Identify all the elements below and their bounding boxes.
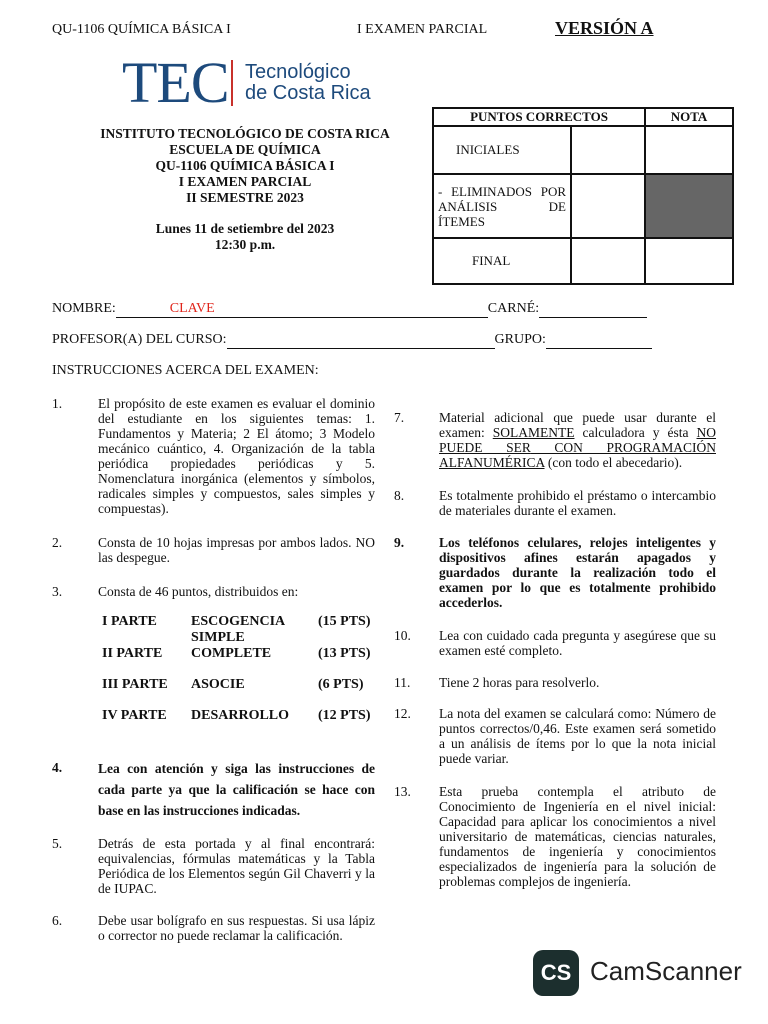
- item-7-text: Material adicional que puede usar durante el examen:: [439, 410, 716, 440]
- exam-name: I EXAMEN PARCIAL: [357, 22, 488, 37]
- score-table: [432, 107, 734, 285]
- part-name: COMPLETE: [191, 646, 272, 661]
- instruction-item-8: Es totalmente prohibido el préstamo o intercambio de materiales durante el examen.: [439, 488, 716, 518]
- item-7-text: calculadora y ésta: [574, 425, 697, 440]
- part-name: DESARROLLO: [191, 708, 290, 723]
- grade-cell[interactable]: [645, 126, 733, 174]
- item-number: 1.: [52, 396, 63, 411]
- instruction-item-6: Debe usar bolígrafo en sus respuestas. Si usa lápiz o corrector no puede reclamar la calificación.: [98, 913, 375, 943]
- item-number: 4.: [52, 760, 63, 775]
- item-number: 10.: [394, 628, 411, 643]
- part-number: I PARTE: [102, 614, 157, 629]
- instruction-item-3: Consta de 46 puntos, distribuidos en:: [98, 584, 299, 599]
- instruction-item-12: La nota del examen se calculará como: Número de puntos correctos/0,46. Este examen será sometido a un análisis de ítems por lo que la nota inicial puede variar.: [439, 706, 716, 766]
- grupo-label: GRUPO:: [494, 332, 546, 347]
- institution-block: [60, 126, 430, 206]
- instruction-item-5: Detrás de esta portada y al final encontrará: equivalencias, fórmulas matemáticas y la Tabla Periódica de los Elementos según Gil Chaverri y la de IUPAC.: [98, 836, 375, 896]
- name-field[interactable]: [116, 301, 488, 318]
- part-points: (13 PTS): [318, 646, 371, 661]
- instruction-item-11: Tiene 2 horas para resolverlo.: [439, 675, 600, 690]
- part-number: IV PARTE: [102, 708, 167, 723]
- exam-time: 12:30 p.m.: [214, 237, 276, 252]
- instruction-item-4: Lea con atención y siga las instrucciones de cada parte ya que la calificación se hace con base en las instrucciones indicadas.: [98, 761, 375, 818]
- grade-cell[interactable]: [645, 238, 733, 284]
- profesor-label: PROFESOR(A) DEL CURSO:: [52, 332, 227, 347]
- name-label: NOMBRE:: [52, 301, 116, 316]
- camscanner-icon: CS: [533, 950, 579, 996]
- item-number: 8.: [394, 488, 405, 503]
- score-row-final: FINAL: [433, 238, 571, 284]
- score-row-initial: INICIALES: [433, 126, 571, 174]
- tec-logo-text: [245, 62, 371, 104]
- institution-line: ESCUELA DE QUÍMICA: [169, 142, 321, 157]
- logo-line-1: Tecnológico: [245, 61, 351, 83]
- part-name: ASOCIE: [191, 677, 245, 692]
- instruction-item-7: [439, 410, 716, 470]
- instruction-item-10: Lea con cuidado cada pregunta y asegúrese que su examen esté completo.: [439, 628, 716, 658]
- name-value: CLAVE: [169, 301, 215, 316]
- profesor-field[interactable]: [227, 332, 495, 349]
- score-header-grade: NOTA: [645, 108, 733, 126]
- part-name: ESCOGENCIA SIMPLE: [191, 614, 285, 645]
- item-7-cannot: NO PUEDE SER: [439, 425, 716, 455]
- instruction-item-2: Consta de 10 hojas impresas por ambos lados. NO las despegue.: [98, 535, 375, 565]
- instructions-left-column: [52, 396, 375, 956]
- camscanner-label: CamScanner: [590, 956, 742, 986]
- part-number: II PARTE: [102, 646, 163, 661]
- institution-line: I EXAMEN PARCIAL: [178, 174, 312, 189]
- part-number: III PARTE: [102, 677, 168, 692]
- course-code: QU-1106 QUÍMICA BÁSICA I: [52, 22, 231, 37]
- item-number: 13.: [394, 784, 411, 799]
- score-row-eliminated: - ELIMINADOS POR ANÁLISIS DE ÍTEMES: [433, 174, 571, 238]
- logo-divider: [231, 60, 233, 106]
- part-points: (6 PTS): [318, 677, 364, 692]
- name-row: [52, 301, 647, 318]
- item-number: 7.: [394, 410, 405, 425]
- institution-line: II SEMESTRE 2023: [186, 190, 304, 205]
- score-cell[interactable]: [571, 174, 645, 238]
- instruction-item-9: Los teléfonos celulares, relojes inteligentes y dispositivos afines estarán apagados y guardados durante la realización todo el examen por lo que es totalmente prohibido accederlos.: [439, 535, 716, 610]
- item-number: 5.: [52, 836, 63, 851]
- score-cell[interactable]: [571, 238, 645, 284]
- exam-date-block: [60, 221, 430, 253]
- instructions-title: INSTRUCCIONES ACERCA DEL EXAMEN:: [52, 363, 319, 378]
- carne-label: CARNÉ:: [487, 301, 540, 316]
- item-number: 9.: [394, 535, 405, 550]
- exam-version: VERSIÓN A: [555, 18, 654, 38]
- instruction-item-1: El propósito de este examen es evaluar el dominio del estudiante en los siguientes temas: 1. Fundamentos y Materia; 2 El átomo; 3 Modelo mecánico cuántico, 4. Organización de la tabla periódica propiedades periódicas y 5. Nomenclatura inorgánica (elementos y símbolos, radicales simples y compuestos, sales simples y compuestas).: [98, 396, 375, 516]
- item-number: 12.: [394, 706, 411, 721]
- grade-cell-shaded: [645, 174, 733, 238]
- instructions-right-column: [394, 410, 716, 910]
- institution-line: INSTITUTO TECNOLÓGICO DE COSTA RICA: [100, 126, 390, 141]
- part-points: (15 PTS): [318, 614, 371, 629]
- grupo-field[interactable]: [546, 332, 652, 349]
- item-number: 2.: [52, 535, 63, 550]
- institution-line: QU-1106 QUÍMICA BÁSICA I: [155, 158, 335, 173]
- exam-date: Lunes 11 de setiembre del 2023: [155, 221, 335, 236]
- item-number: 6.: [52, 913, 63, 928]
- logo-line-2: de Costa Rica: [245, 82, 371, 104]
- score-cell[interactable]: [571, 126, 645, 174]
- profesor-row: [52, 332, 652, 349]
- item-number: 11.: [394, 675, 411, 690]
- item-7-text: (con todo el abecedario).: [544, 455, 683, 470]
- item-number: 3.: [52, 584, 63, 599]
- item-7-programming: CON PROGRAMACIÓN ALFANUMÉRICA: [439, 440, 716, 470]
- parts-table: [102, 614, 371, 739]
- score-header-points: PUNTOS CORRECTOS: [433, 108, 645, 126]
- carne-field[interactable]: [539, 301, 647, 318]
- instruction-item-13: Esta prueba contempla el atributo de Conocimiento de Ingeniería en el nivel inicial: Capacidad para aplicar los conocimientos a nivel universitario de matemáticas, ciencias naturales, fundamentos de ingeniería y conocimientos especializados de ingeniería para la solución de problemas complejos de ingeniería.: [439, 784, 716, 889]
- part-points: (12 PTS): [318, 708, 371, 723]
- tec-logo: TEC: [122, 50, 229, 115]
- item-7-only: SOLAMENTE: [492, 425, 575, 440]
